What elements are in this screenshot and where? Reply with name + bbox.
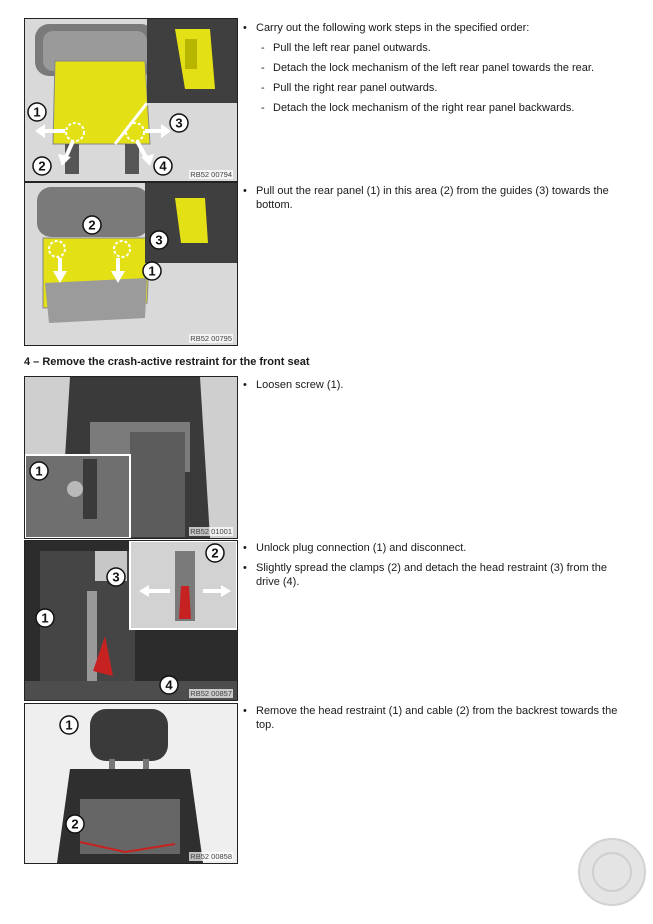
figure-2-illustration (25, 183, 237, 345)
figure-code: RB52 00858 (190, 852, 232, 861)
figure-3-illustration (25, 377, 237, 538)
figure-loosen-screw (24, 376, 238, 539)
instruction-text: • Pull out the rear panel (1) in this area (2) from the guides (3) towards the bottom. (243, 184, 628, 212)
callout-4: 4 (159, 158, 167, 174)
figure-code: RB52 00794 (190, 170, 232, 179)
figure-rear-panel-unlock (24, 18, 238, 182)
step-item: - Pull the left rear panel outwards. (243, 41, 628, 55)
callout-3: 3 (175, 115, 183, 131)
instructions-section-2 (243, 184, 628, 218)
instructions-section-1 (243, 21, 628, 121)
instruction-text: • Remove the head restraint (1) and cable (2) from the backrest towards the top. (243, 704, 628, 732)
instruction-text: • Unlock plug connection (1) and disconnect. (243, 541, 628, 555)
figure-rear-panel-pull (24, 182, 238, 346)
callout-3: 3 (155, 232, 163, 248)
instructions-section-5 (243, 704, 628, 738)
callout-1: 1 (148, 263, 156, 279)
step-item: - Pull the right rear panel outwards. (243, 81, 628, 95)
figure-remove-head-restraint (24, 703, 238, 864)
callout-2: 2 (211, 545, 219, 561)
callout-3: 3 (112, 569, 120, 585)
step-item: - Detach the lock mechanism of the left rear panel towards the rear. (243, 61, 628, 75)
figure-code: RB52 00795 (190, 334, 232, 343)
figure-unlock-plug (24, 540, 238, 701)
figure-code: RB52 01001 (190, 527, 232, 536)
section-heading: 4 – Remove the crash-active restraint for the front seat (24, 356, 310, 368)
callout-1: 1 (33, 104, 41, 120)
watermark-seal-icon (578, 838, 646, 906)
callout-1: 1 (35, 463, 43, 479)
figure-code: RB52 00857 (190, 689, 232, 698)
callout-2: 2 (88, 217, 96, 233)
callout-4: 4 (165, 677, 173, 693)
watermark-inner-ring (592, 852, 632, 892)
instructions-section-3 (243, 378, 628, 398)
callout-1: 1 (65, 717, 73, 733)
instruction-text: • Slightly spread the clamps (2) and detach the head restraint (3) from the drive (4). (243, 561, 628, 589)
instruction-text: • Loosen screw (1). (243, 378, 628, 392)
intro-text: • Carry out the following work steps in the specified order: (243, 21, 628, 35)
figure-1-illustration (25, 19, 237, 181)
callout-1: 1 (41, 610, 49, 626)
callout-2: 2 (71, 816, 79, 832)
step-item: - Detach the lock mechanism of the right rear panel backwards. (243, 101, 628, 115)
instructions-section-4 (243, 541, 628, 595)
figure-5-illustration (25, 704, 237, 863)
callout-2: 2 (38, 158, 46, 174)
figure-4-illustration (25, 541, 237, 700)
